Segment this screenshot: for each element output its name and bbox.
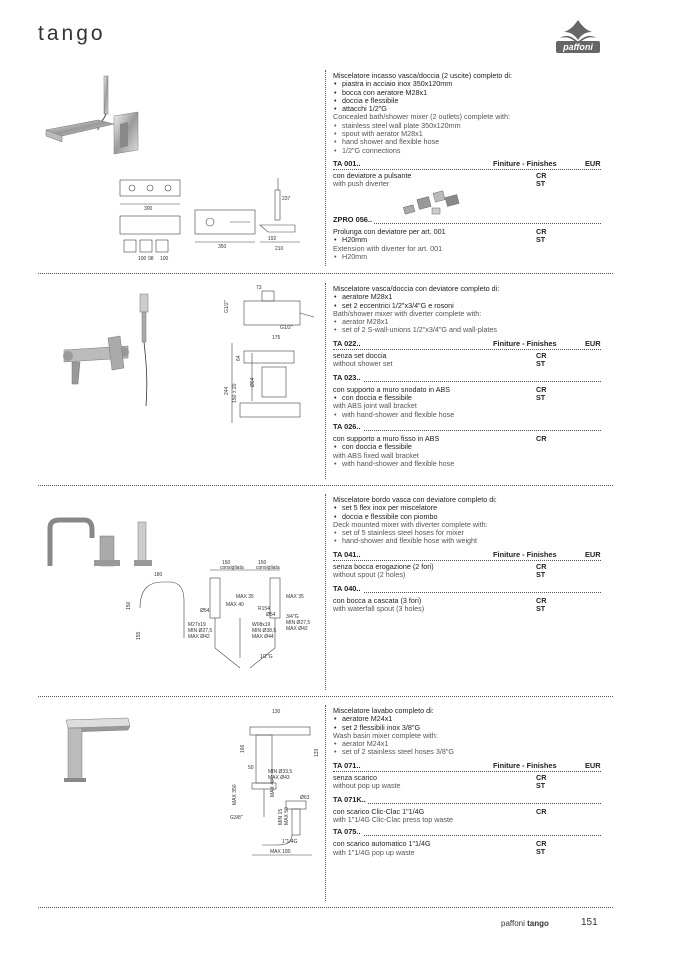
product-code: TA 026.. (333, 421, 361, 431)
section-title-it: Miscelatore vasca/doccia con deviatore completo di: (333, 284, 500, 293)
svg-text:300: 300 (144, 206, 153, 212)
finish-codes: CR ST (536, 595, 547, 613)
svg-text:consigliata: consigliata (220, 565, 244, 571)
svg-text:G1/2": G1/2" (280, 325, 293, 331)
option-desc-it: con scarico automatico 1"1/4G (333, 839, 431, 849)
option-desc-it: con deviatore a pulsante (333, 170, 412, 180)
product-option (333, 840, 601, 857)
section-title-it: Miscelatore incasso vasca/doccia (2 uscite) completo di: (333, 71, 512, 80)
list-item: • aerator M28x1 (333, 318, 601, 326)
svg-text:150: 150 (258, 560, 267, 566)
svg-text:73: 73 (256, 285, 262, 291)
product-option (333, 352, 601, 370)
option-desc-it: Prolunga con deviatore per art. 001 (333, 226, 446, 236)
product-code: TA 023.. (333, 372, 361, 382)
svg-text:Ø54: Ø54 (266, 612, 276, 618)
option-desc-it: con supporto a muro snodato in ABS (333, 384, 451, 394)
product-code: TA 071.. (333, 760, 361, 770)
list-item: • aerator M24x1 (333, 740, 601, 748)
option-desc-it: senza bocca erogazione (2 fori) (333, 561, 434, 571)
list-item: • bocca con aeratore M28x1 (333, 89, 601, 97)
technical-drawing-1 (110, 170, 310, 265)
svg-text:MAX 180: MAX 180 (270, 849, 291, 855)
feature-list-en (333, 529, 601, 546)
footer-series-name: tango (527, 919, 549, 928)
svg-text:MAX 50: MAX 50 (284, 807, 290, 825)
svg-text:50: 50 (248, 765, 254, 771)
finish-codes: CR ST (536, 839, 547, 857)
feature-list-en (333, 740, 601, 757)
svg-text:MIN Ø33,5: MIN Ø33,5 (268, 769, 293, 775)
section-title-en: Deck mounted mixer with diverter complete with: (333, 519, 488, 529)
option-desc-en: with waterfall spout (3 holes) (333, 604, 425, 614)
product-option (333, 563, 601, 581)
technical-drawing-4 (222, 705, 322, 905)
feature-list-it (333, 80, 601, 113)
product-image-basin-mixer (58, 714, 138, 784)
option-desc-en: with ABS joint wall bracket (333, 401, 417, 411)
option-desc-it: con scarico Clic-Clac 1"1/4G (333, 806, 425, 816)
svg-text:MAX 40: MAX 40 (226, 602, 244, 608)
technical-drawing-3 (110, 558, 310, 688)
svg-text:R154: R154 (258, 606, 270, 612)
svg-text:130: 130 (272, 709, 281, 715)
currency-header: EUR (585, 760, 601, 770)
product-option (333, 808, 601, 825)
list-item: • set 2 eccentrici 1/2"x3/4"G e rosoni (333, 302, 601, 310)
section-divider (38, 273, 613, 274)
svg-text:192: 192 (268, 236, 277, 242)
svg-text:MAX 35: MAX 35 (236, 594, 254, 600)
currency-header: EUR (585, 338, 601, 348)
product-option (333, 386, 601, 419)
list-item: • aeratore M24x1 (333, 715, 601, 723)
product-image-extension (396, 188, 462, 222)
list-item: • set 5 flex inox per miscelatore (333, 504, 601, 512)
list-item: • attacchi 1/2"G (333, 105, 601, 113)
column-divider (325, 70, 326, 266)
product-code-row (333, 796, 601, 806)
svg-text:MIN Ø27,5: MIN Ø27,5 (188, 628, 213, 634)
product-image-concealed-mixer (38, 72, 163, 162)
paffoni-logo (556, 18, 600, 54)
page-title: tango (38, 22, 106, 45)
finish-codes: CR (536, 433, 547, 443)
svg-text:MIN 15: MIN 15 (278, 808, 284, 825)
section-title-it: Miscelatore lavabo completo di: (333, 706, 434, 715)
svg-text:MAX Ø44: MAX Ø44 (252, 634, 274, 640)
product-code-row (333, 340, 601, 350)
svg-text:100: 100 (160, 256, 169, 262)
product-option (333, 774, 601, 792)
feature-list-it (333, 715, 601, 732)
svg-text:M27x19: M27x19 (188, 622, 206, 628)
section-title-en: Concealed bath/shower mixer (2 outlets) complete with: (333, 112, 510, 122)
list-item: • con doccia e flessibile (333, 443, 601, 451)
product-code-row (333, 762, 601, 772)
svg-text:Ø63: Ø63 (300, 795, 310, 801)
finishes-header: Finiture - Finishes (493, 760, 557, 770)
svg-text:MAX 35: MAX 35 (286, 594, 304, 600)
option-desc-it: senza set doccia (333, 350, 387, 360)
svg-text:180: 180 (154, 572, 163, 578)
footer-brand (501, 919, 549, 928)
svg-text:paffoni: paffoni (563, 42, 593, 52)
technical-drawing-2 (222, 283, 322, 433)
section-title-en: Wash basin mixer complete with: (333, 730, 438, 740)
finishes-header: Finiture - Finishes (493, 158, 557, 168)
footer-brand-name: paffoni (501, 919, 525, 928)
list-item: • set of 2 S-wall-unions 1/2"x3/4"G and wall-plates (333, 326, 601, 334)
svg-text:G1/2": G1/2" (224, 300, 230, 313)
list-item: • set of 5 stainless steel hoses for mixer (333, 529, 601, 537)
svg-text:consigliata: consigliata (256, 565, 280, 571)
list-item: • H20mm (333, 236, 601, 244)
finish-codes: CR ST (536, 772, 547, 790)
product-section-4 (333, 707, 601, 857)
page-number: 151 (581, 917, 598, 928)
svg-text:MIN Ø27,5: MIN Ø27,5 (286, 620, 310, 626)
svg-text:244: 244 (224, 386, 230, 395)
product-code-row (333, 216, 601, 226)
finish-codes: CR (536, 806, 547, 816)
list-item: • con doccia e flessibile (333, 394, 601, 402)
product-option (333, 228, 601, 261)
list-item: • hand shower and flexible hose (333, 138, 601, 146)
list-item: • doccia e flessibile (333, 97, 601, 105)
product-option (333, 597, 601, 614)
svg-text:MIN Ø38,5: MIN Ø38,5 (252, 628, 277, 634)
option-desc-en: with push diverter (333, 179, 390, 189)
product-code: TA 075.. (333, 827, 361, 837)
product-code: TA 022.. (333, 338, 361, 348)
svg-text:MAX 40: MAX 40 (270, 779, 276, 797)
list-item: • with hand-shower and flexible hose (333, 411, 601, 419)
svg-text:98: 98 (148, 256, 154, 262)
section-divider (38, 907, 613, 908)
product-code-row (333, 423, 601, 433)
finish-codes: CR ST (536, 561, 547, 579)
svg-text:350: 350 (218, 244, 227, 250)
svg-text:100: 100 (138, 256, 147, 262)
finish-codes: CR ST (536, 384, 547, 402)
svg-text:133: 133 (314, 748, 320, 757)
list-item: • spout with aerator M28x1 (333, 130, 601, 138)
column-divider (325, 705, 326, 901)
column-divider (325, 283, 326, 479)
feature-list-en (333, 318, 601, 335)
svg-text:150: 150 (126, 601, 132, 610)
svg-text:Ø54: Ø54 (200, 608, 210, 614)
svg-text:237: 237 (282, 196, 291, 202)
feature-list-it (333, 504, 601, 521)
svg-text:MAX Ø42: MAX Ø42 (188, 634, 210, 640)
list-item: • with hand-shower and flexible hose (333, 460, 601, 468)
list-item: • 1/2"G connections (333, 147, 601, 155)
finishes-header: Finiture - Finishes (493, 549, 557, 559)
product-section-1 (333, 72, 601, 261)
product-code: TA 041.. (333, 549, 361, 559)
finish-codes: CR ST (536, 350, 547, 368)
list-item: • piastra in acciaio inox 350x120mm (333, 80, 601, 88)
section-divider (38, 696, 613, 697)
svg-text:MAX Ø43: MAX Ø43 (268, 775, 290, 781)
option-desc-it: con bocca a cascata (3 fori) (333, 595, 422, 605)
svg-text:1/2"G: 1/2"G (260, 654, 273, 660)
product-section-3 (333, 496, 601, 613)
currency-header: EUR (585, 549, 601, 559)
product-code: ZPRO 056.. (333, 214, 373, 224)
option-desc-en: Extension with diverter for art. 001 (333, 243, 443, 253)
product-code: TA 040.. (333, 583, 361, 593)
product-image-bath-shower-mixer (58, 290, 158, 410)
option-desc-en: without shower set (333, 359, 393, 369)
svg-text:64: 64 (236, 355, 242, 361)
svg-text:W08x19: W08x19 (252, 622, 271, 628)
list-item: • doccia e flessibile con piombo (333, 513, 601, 521)
option-desc-en: without pop up waste (333, 781, 401, 791)
product-option (333, 435, 601, 468)
option-desc-it: senza scarico (333, 772, 377, 782)
svg-text:166: 166 (240, 744, 246, 753)
list-item: • H20mm (333, 253, 601, 261)
product-code-row (333, 828, 601, 838)
option-desc-en: with 1"1/4G Clic-Clac press top waste (333, 815, 453, 825)
finish-codes: CR ST (536, 226, 547, 244)
column-divider (325, 494, 326, 690)
finish-codes: CR ST (536, 170, 547, 188)
product-code-row (333, 551, 601, 561)
svg-text:210: 210 (275, 246, 284, 252)
product-code-row (333, 374, 601, 384)
product-code-row (333, 585, 601, 595)
list-item: • stainless steel wall plate 350x120mm (333, 122, 601, 130)
product-code: TA 001.. (333, 158, 361, 168)
svg-text:150: 150 (222, 560, 231, 566)
svg-text:MAX Ø42: MAX Ø42 (286, 626, 308, 632)
section-title-it: Miscelatore bordo vasca con deviatore completo di: (333, 495, 497, 504)
product-section-2 (333, 285, 601, 468)
section-title-en: Bath/shower mixer with diverter complete with: (333, 308, 482, 318)
list-item: • hand-shower and flexible hose with weight (333, 537, 601, 545)
list-item: • set 2 flessibili inox 3/8"G (333, 724, 601, 732)
list-item: • aeratore M28x1 (333, 293, 601, 301)
product-code-row (333, 160, 601, 170)
product-code: TA 071K.. (333, 794, 366, 804)
svg-text:155: 155 (136, 631, 142, 640)
svg-text:MAX 350: MAX 350 (232, 784, 238, 805)
currency-header: EUR (585, 158, 601, 168)
list-item: • set of 2 stainless steel hoses 3/8"G (333, 748, 601, 756)
option-desc-it: con supporto a muro fisso in ABS (333, 433, 440, 443)
option-desc-en: with 1"1/4G pop up waste (333, 847, 415, 857)
svg-text:1"1/4G: 1"1/4G (282, 839, 298, 845)
svg-text:3/4"G: 3/4"G (286, 614, 299, 620)
svg-text:Ø64: Ø64 (250, 377, 256, 387)
svg-text:G3/8": G3/8" (230, 815, 243, 821)
svg-text:150 ± 20: 150 ± 20 (232, 383, 238, 403)
option-desc-en: without spout (2 holes) (333, 570, 406, 580)
feature-list-en (333, 122, 601, 155)
finishes-header: Finiture - Finishes (493, 338, 557, 348)
option-desc-en: with ABS fixed wall bracket (333, 450, 419, 460)
product-option (333, 172, 601, 196)
section-divider (38, 485, 613, 486)
feature-list-it (333, 293, 601, 310)
svg-text:175: 175 (272, 335, 281, 341)
